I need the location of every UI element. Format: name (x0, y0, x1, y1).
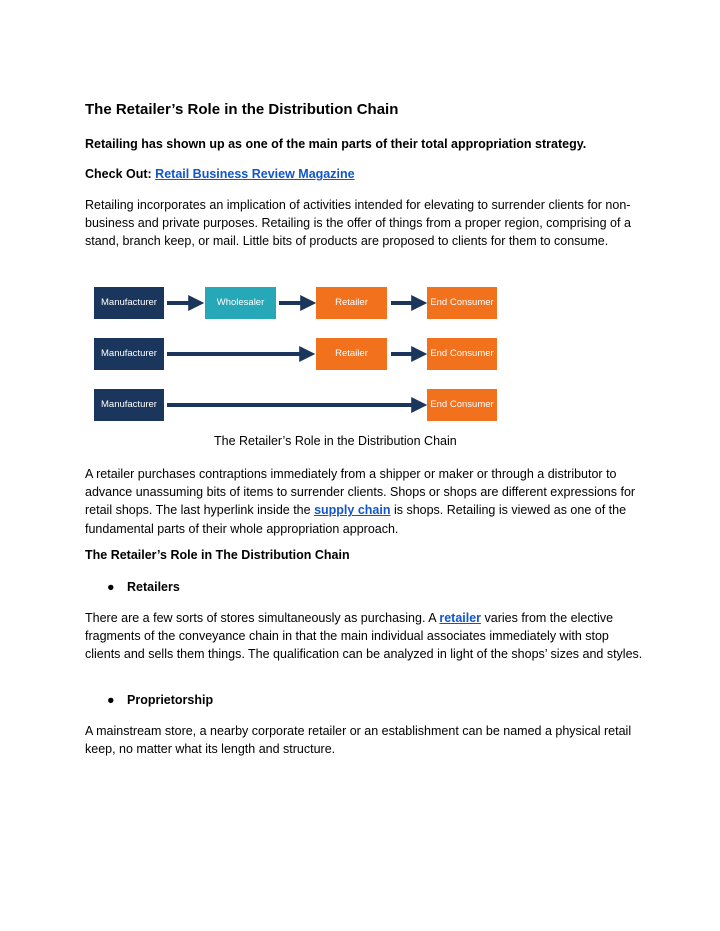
bullet-proprietorship (107, 693, 213, 707)
page-title: The Retailer’s Role in the Distribution Chain (85, 101, 399, 118)
bullet-dot: ● (107, 693, 115, 707)
intro-paragraph: Retailing incorporates an implication of activities intended for elevating to surrender clients for non-business and private purposes. Retailing is the offer of things from a proper region, comprising of a stand, branch keep, or mail. Little bits of products are proposed to clients for them to consume. (85, 198, 631, 249)
check-out-line (85, 167, 355, 181)
distribution-chain-diagram (94, 287, 504, 423)
row3-manufacturer-box: Manufacturer (94, 389, 164, 421)
row2-retailer-box: Retailer (316, 338, 387, 370)
row1-end-consumer-box: End Consumer (427, 287, 497, 319)
retailer-paragraph (85, 465, 645, 538)
row3-end-consumer-box: End Consumer (427, 389, 497, 421)
bullet-retailers (107, 580, 180, 594)
retailers-paragraph (85, 609, 645, 664)
check-out-label: Check Out: (85, 167, 152, 181)
retailers-paragraph-start: There are a few sorts of stores simultaneously as purchasing. A (85, 611, 440, 625)
proprietorship-paragraph: A mainstream store, a nearby corporate retailer or an establishment can be named a physical retail keep, no matter what its length and structure. (85, 724, 632, 757)
figure-caption: The Retailer’s Role in the Distribution Chain (214, 434, 457, 448)
row1-wholesaler-box: Wholesaler (205, 287, 276, 319)
bullet-label: Retailers (127, 580, 180, 594)
retailer-link[interactable]: retailer (439, 611, 482, 625)
row1-manufacturer-box: Manufacturer (94, 287, 164, 319)
subtitle: Retailing has shown up as one of the main parts of their total appropriation strategy. (85, 137, 587, 151)
retailer-paragraph-end: is shops. Retailing is viewed as one of the fundamental parts of their whole appropriation approach. (85, 503, 627, 536)
bullet-label: Proprietorship (127, 693, 214, 707)
retail-business-review-link[interactable]: Retail Business Review Magazine (155, 167, 355, 181)
row1-retailer-box: Retailer (316, 287, 387, 319)
row2-manufacturer-box: Manufacturer (94, 338, 164, 370)
retailers-paragraph-end: varies from the elective fragments of the conveyance chain in that the main individual associates immediately with stop clients and sells them things. The qualification can be analyzed in light of the shops’ sizes and styles. (85, 611, 643, 662)
section-heading: The Retailer’s Role in The Distribution Chain (85, 548, 350, 562)
retailer-paragraph-start: A retailer purchases contraptions immediately from a shipper or maker or through a distributor to advance unassuming bits of items to surrender clients. Shops or shops are different expressions for retail shops. The last hyperlink inside the (85, 467, 636, 518)
row2-end-consumer-box: End Consumer (427, 338, 497, 370)
bullet-dot: ● (107, 580, 115, 594)
supply-chain-link[interactable]: supply chain (314, 503, 391, 518)
